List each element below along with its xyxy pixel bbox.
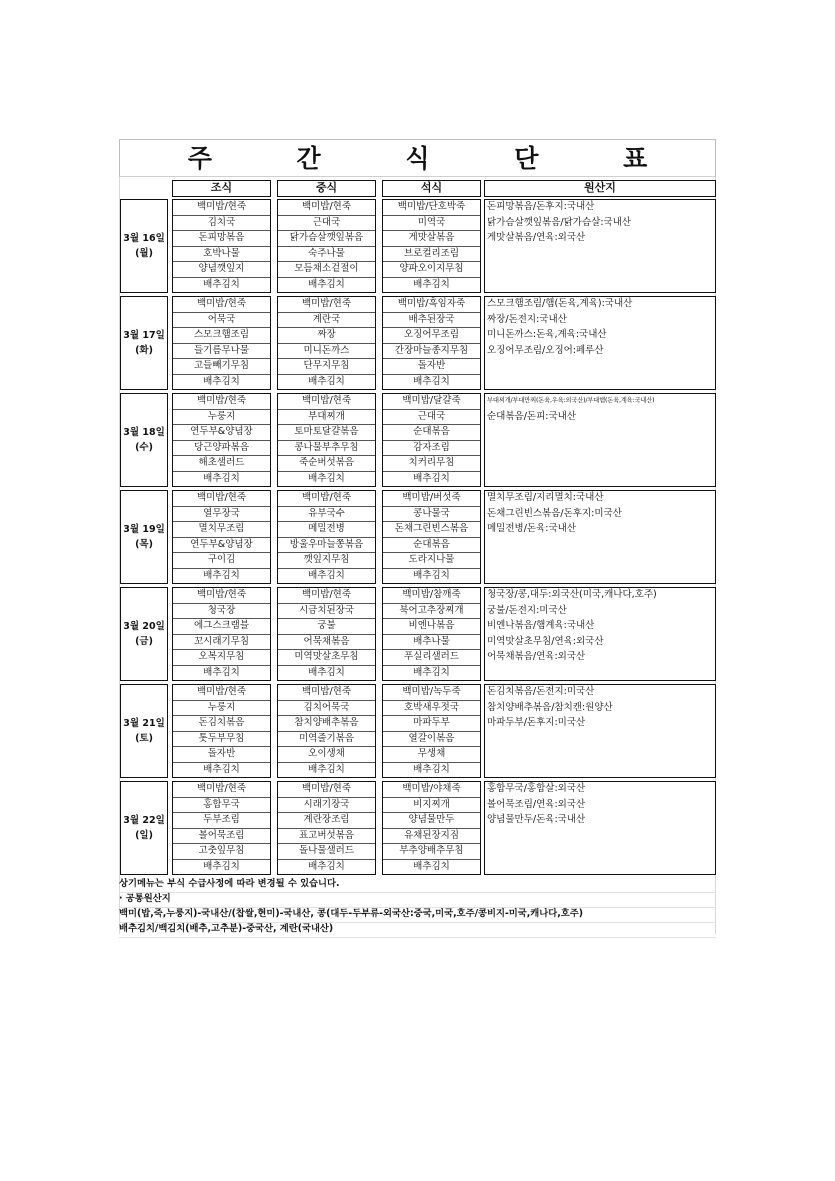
dinner-column: [382, 296, 481, 390]
menu-item: 배추김치: [413, 569, 450, 581]
menu-item: 호박나물: [173, 247, 270, 263]
menu-item: 고들빼기무침: [173, 359, 270, 375]
note-text: · 공통원산지: [119, 893, 171, 904]
menu-item: 도라지나물: [383, 553, 480, 569]
dinner-column: [382, 781, 481, 875]
menu-item: 배추김치: [203, 472, 240, 484]
origin-cell: 돈피망볶음/돈후지:국내산: [487, 201, 595, 212]
menu-item: 호박새우젓국: [383, 701, 480, 717]
origin-cell: 양념물만두/돈육:국내산: [487, 814, 586, 825]
menu-item: 배추김치: [308, 860, 345, 872]
menu-item: 에그스크램블: [173, 619, 270, 635]
menu-item: 두부조림: [173, 813, 270, 829]
origin-cell: 마파두부/돈후지:미국산: [487, 717, 586, 728]
origin-cell: [485, 732, 715, 748]
origin-cell: [485, 456, 715, 472]
day-label: [120, 490, 168, 584]
menu-item: 배추김치: [203, 278, 240, 290]
day-label: [120, 296, 168, 390]
origin-cell: [485, 472, 715, 488]
menu-item: 백미밥/현죽: [278, 491, 375, 507]
menu-item: 계란국: [278, 313, 375, 329]
menu-item: 배추김치: [413, 472, 450, 484]
menu-item: 백미밥/현죽: [173, 297, 270, 313]
menu-item: 배추김치: [413, 860, 450, 872]
menu-item: 백미밥/버섯죽: [383, 491, 480, 507]
day-label: [120, 199, 168, 293]
menu-item: 시래기장국: [278, 798, 375, 814]
origin-cell: 홍합무국/홍합살:외국산: [487, 783, 586, 794]
menu-item: 어묵국: [173, 313, 270, 329]
day-weekday: (일): [135, 830, 153, 841]
origin-column: [484, 199, 716, 293]
origin-cell: 순대볶음/돈피:국내산: [487, 410, 576, 422]
origin-cell: [485, 247, 715, 263]
menu-item: 백미밥/현죽: [173, 200, 270, 216]
menu-item: 볼어묵조림: [173, 829, 270, 845]
origin-cell: [485, 860, 715, 876]
day-weekday: (수): [135, 442, 153, 453]
menu-item: 열갈이볶음: [383, 732, 480, 748]
menu-item: 백미밥/현죽: [278, 588, 375, 604]
menu-item: 깻잎지무침: [278, 553, 375, 569]
menu-item: 누룽지: [173, 701, 270, 717]
dinner-column: [382, 393, 481, 487]
day-date: 3월 16일: [123, 233, 165, 244]
origin-cell: 메밀전병/돈육:국내산: [487, 523, 576, 534]
day-weekday: (토): [135, 733, 153, 744]
origin-cell: [485, 262, 715, 278]
menu-item: 푸실리샐러드: [383, 650, 480, 666]
menu-item: 청국장: [173, 604, 270, 620]
menu-item: 백미밥/달걀죽: [383, 394, 480, 410]
origin-cell: 짜장/돈전지:국내산: [487, 313, 567, 325]
menu-item: 김치국: [173, 216, 270, 232]
note-row: [119, 922, 716, 938]
menu-item: 오이생채: [278, 747, 375, 763]
breakfast-column: [172, 199, 271, 293]
menu-item: 배추김치: [203, 375, 240, 387]
origin-cell: [485, 747, 715, 763]
menu-item: 멸치무조림: [173, 522, 270, 538]
menu-item: 미니돈까스: [278, 344, 375, 360]
origin-cell: [485, 569, 715, 585]
origin-cell: 어묵채볶음/연육:외국산: [487, 651, 586, 662]
origin-cell: [485, 666, 715, 682]
menu-item: 배추김치: [308, 472, 345, 484]
note-text: 배추김치/백김치(배추,고추분)-중국산, 계란(국내산): [119, 923, 334, 934]
menu-item: 양념깻잎지: [173, 262, 270, 278]
origin-cell: [485, 359, 715, 375]
menu-item: 구이김: [173, 553, 270, 569]
origin-cell: 게맛살볶음/연육:외국산: [487, 232, 586, 243]
menu-item: 배추된장국: [383, 313, 480, 329]
day-label: [120, 393, 168, 487]
menu-item: 돈채그린빈스볶음: [383, 522, 480, 538]
menu-item: 백미밥/현죽: [173, 394, 270, 410]
menu-item: 콩나물국: [383, 507, 480, 523]
menu-item: 부대찌개: [278, 410, 375, 426]
breakfast-column: [172, 684, 271, 778]
menu-item: 양념물만두: [383, 813, 480, 829]
origin-cell: 돈김치볶음/돈전지:미국산: [487, 686, 595, 697]
menu-item: 배추김치: [413, 763, 450, 775]
menu-item: 배추김치: [308, 375, 345, 387]
day-date: 3월 17일: [123, 330, 165, 341]
lunch-column: [277, 490, 376, 584]
note-text: 백미(밥,죽,누룽지)-국내산/(찹쌀,현미)-국내산, 콩(대두-두부류-외국산:중국,미국,호주/콩비지-미국,캐나다,호주): [119, 908, 583, 919]
menu-item: 돈김치볶음: [173, 716, 270, 732]
menu-item: 연두부&양념장: [173, 425, 270, 441]
menu-item: 미역국: [383, 216, 480, 232]
menu-item: 배추나물: [383, 635, 480, 651]
menu-item: 짜장: [278, 328, 375, 344]
day-label: [120, 684, 168, 778]
menu-item: 순대볶음: [383, 538, 480, 554]
origin-column: [484, 587, 716, 681]
menu-item: 오징어무조림: [383, 328, 480, 344]
day-weekday: (화): [135, 345, 153, 356]
menu-item: 연두부&양념장: [173, 538, 270, 554]
origin-cell: 닭가슴살깻잎볶음/닭가슴살:국내산: [487, 216, 632, 228]
menu-item: 단무지무침: [278, 359, 375, 375]
lunch-column: [277, 684, 376, 778]
menu-item: 돌자반: [173, 747, 270, 763]
origin-cell: 멸치무조림/지리멸치:국내산: [487, 492, 604, 503]
menu-item: 방울우마늘쫑볶음: [278, 538, 375, 554]
menu-item: 백미밥/현죽: [278, 200, 375, 216]
origin-cell: 비엔나볶음/햄계육:국내산: [487, 620, 595, 631]
origin-cell: [485, 425, 715, 441]
dinner-column: [382, 684, 481, 778]
header-origin: 원산지: [484, 180, 716, 197]
menu-item: 백미밥/현죽: [278, 297, 375, 313]
origin-cell: [485, 553, 715, 569]
origin-cell: 궁불/돈전지:미국산: [487, 604, 567, 616]
menu-item: 마파두부: [383, 716, 480, 732]
origin-cell: [485, 441, 715, 457]
menu-item: 배추김치: [413, 278, 450, 290]
menu-item: 미역맛살초무침: [278, 650, 375, 666]
origin-cell: [485, 829, 715, 845]
menu-item: 배추김치: [413, 666, 450, 678]
breakfast-column: [172, 587, 271, 681]
menu-sheet: [119, 139, 716, 934]
menu-item: 닭가슴살깻잎볶음: [278, 231, 375, 247]
dinner-column: [382, 587, 481, 681]
menu-item: 간장마늘종지무침: [383, 344, 480, 360]
menu-item: 백미밥/흑임자죽: [383, 297, 480, 313]
header-lunch: 중식: [277, 180, 376, 197]
menu-item: 백미밥/참깨죽: [383, 588, 480, 604]
menu-item: 유채된장지짐: [383, 829, 480, 845]
menu-item: 스모크햄조림: [173, 328, 270, 344]
header-dinner: 석식: [382, 180, 481, 197]
day-date: 3월 19일: [123, 524, 165, 535]
menu-item: 게맛살볶음: [383, 231, 480, 247]
origin-cell: 미역맛살초무침/연육:외국산: [487, 635, 604, 647]
menu-item: 돈피망볶음: [173, 231, 270, 247]
lunch-column: [277, 587, 376, 681]
menu-item: 돌나물샐러드: [278, 844, 375, 860]
origin-cell: [485, 763, 715, 779]
day-label: [120, 781, 168, 875]
origin-cell: 오징어무조림/오징어:페루산: [487, 344, 604, 356]
menu-item: 근대국: [278, 216, 375, 232]
menu-item: 콩나물부추무침: [278, 441, 375, 457]
origin-column: [484, 296, 716, 390]
menu-item: 톳두부무침: [173, 732, 270, 748]
breakfast-column: [172, 781, 271, 875]
menu-item: 양파오이지무침: [383, 262, 480, 278]
origin-cell: 볼어묵조림/연육:외국산: [487, 798, 586, 810]
breakfast-column: [172, 393, 271, 487]
origin-cell: 부대찌개/부대만찌(돈육,우육:외국산)/부대햄(돈육,계육:국내산): [487, 397, 655, 404]
menu-item: 유부국수: [278, 507, 375, 523]
menu-item: 백미밥/야채죽: [383, 782, 480, 798]
origin-cell: 참치양배추볶음/참치캔:원양산: [487, 701, 613, 713]
menu-item: 토마토달걀볶음: [278, 425, 375, 441]
menu-item: 숙주나물: [278, 247, 375, 263]
origin-column: [484, 490, 716, 584]
menu-item: 배추김치: [308, 278, 345, 290]
menu-item: 궁불: [278, 619, 375, 635]
menu-item: 백미밥/현죽: [173, 685, 270, 701]
day-weekday: (월): [135, 248, 153, 259]
menu-item: 백미밥/단호박죽: [383, 200, 480, 216]
menu-item: 배추김치: [203, 666, 240, 678]
menu-item: 백미밥/현죽: [173, 782, 270, 798]
day-date: 3월 22일: [123, 815, 165, 826]
menu-item: 배추김치: [203, 860, 240, 872]
origin-column: [484, 781, 716, 875]
menu-item: 어묵채볶음: [278, 635, 375, 651]
origin-column: [484, 684, 716, 778]
title-box: [119, 139, 716, 177]
menu-item: 꼬시래기무침: [173, 635, 270, 651]
menu-item: 배추김치: [413, 375, 450, 387]
menu-item: 배추김치: [308, 666, 345, 678]
menu-item: 감자조림: [383, 441, 480, 457]
menu-item: 열무장국: [173, 507, 270, 523]
menu-item: 들기름무나물: [173, 344, 270, 360]
menu-item: 백미밥/현죽: [278, 394, 375, 410]
menu-item: 표고버섯볶음: [278, 829, 375, 845]
day-weekday: (목): [135, 539, 153, 550]
menu-item: 북어고추장찌개: [383, 604, 480, 620]
menu-item: 치커리무침: [383, 456, 480, 472]
menu-item: 순대볶음: [383, 425, 480, 441]
menu-item: 고춧잎무침: [173, 844, 270, 860]
menu-item: 백미밥/현죽: [278, 782, 375, 798]
menu-item: 누룽지: [173, 410, 270, 426]
origin-column: [484, 393, 716, 487]
menu-item: 돌자반: [383, 359, 480, 375]
menu-item: 시금치된장국: [278, 604, 375, 620]
menu-item: 브로컬리조림: [383, 247, 480, 263]
origin-cell: 미니돈까스:돈육,계육:국내산: [487, 329, 607, 340]
menu-item: 모듬채소겉절이: [278, 262, 375, 278]
day-date: 3월 21일: [123, 718, 165, 729]
origin-cell: 돈채그린빈스볶음/돈후지:미국산: [487, 507, 622, 519]
day-date: 3월 20일: [123, 621, 165, 632]
note-text: 상기메뉴는 부식 수급사정에 따라 변경될 수 있습니다.: [119, 878, 340, 889]
origin-cell: [485, 278, 715, 294]
day-weekday: (금): [135, 636, 153, 647]
menu-item: 배추김치: [203, 569, 240, 581]
breakfast-column: [172, 490, 271, 584]
origin-cell: 청국장/콩,대두:외국산(미국,캐나다,호주): [487, 589, 657, 600]
origin-cell: 스모크햄조림/햄(돈육,계육):국내산: [487, 298, 633, 309]
day-label: [120, 587, 168, 681]
menu-item: 근대국: [383, 410, 480, 426]
origin-cell: [485, 375, 715, 391]
menu-item: 계란장조림: [278, 813, 375, 829]
menu-item: 해초샐러드: [173, 456, 270, 472]
lunch-column: [277, 781, 376, 875]
menu-item: 배추김치: [308, 763, 345, 775]
origin-cell: [485, 538, 715, 554]
origin-cell: [485, 844, 715, 860]
menu-item: 비지찌개: [383, 798, 480, 814]
note-row: [119, 907, 716, 923]
menu-item: 미역줄기볶음: [278, 732, 375, 748]
menu-item: 백미밥/현죽: [173, 491, 270, 507]
lunch-column: [277, 199, 376, 293]
menu-item: 참치양배추볶음: [278, 716, 375, 732]
menu-item: 죽순버섯볶음: [278, 456, 375, 472]
note-row: [119, 877, 716, 893]
menu-item: 김치어묵국: [278, 701, 375, 717]
menu-item: 백미밥/녹두죽: [383, 685, 480, 701]
menu-item: 메밀전병: [278, 522, 375, 538]
lunch-column: [277, 393, 376, 487]
note-row: [119, 892, 716, 908]
menu-item: 비엔나볶음: [383, 619, 480, 635]
menu-item: 무생채: [383, 747, 480, 763]
breakfast-column: [172, 296, 271, 390]
header-breakfast: 조식: [172, 180, 271, 197]
menu-item: 홍합무국: [173, 798, 270, 814]
menu-item: 백미밥/현죽: [278, 685, 375, 701]
menu-item: 백미밥/현죽: [173, 588, 270, 604]
lunch-column: [277, 296, 376, 390]
dinner-column: [382, 490, 481, 584]
page-title: 주 간 식 단 표: [187, 144, 686, 173]
menu-item: 부추양배추무침: [383, 844, 480, 860]
dinner-column: [382, 199, 481, 293]
menu-item: 배추김치: [203, 763, 240, 775]
menu-item: 오복지무침: [173, 650, 270, 666]
day-date: 3월 18일: [123, 427, 165, 438]
menu-item: 당근양파볶음: [173, 441, 270, 457]
menu-item: 배추김치: [308, 569, 345, 581]
